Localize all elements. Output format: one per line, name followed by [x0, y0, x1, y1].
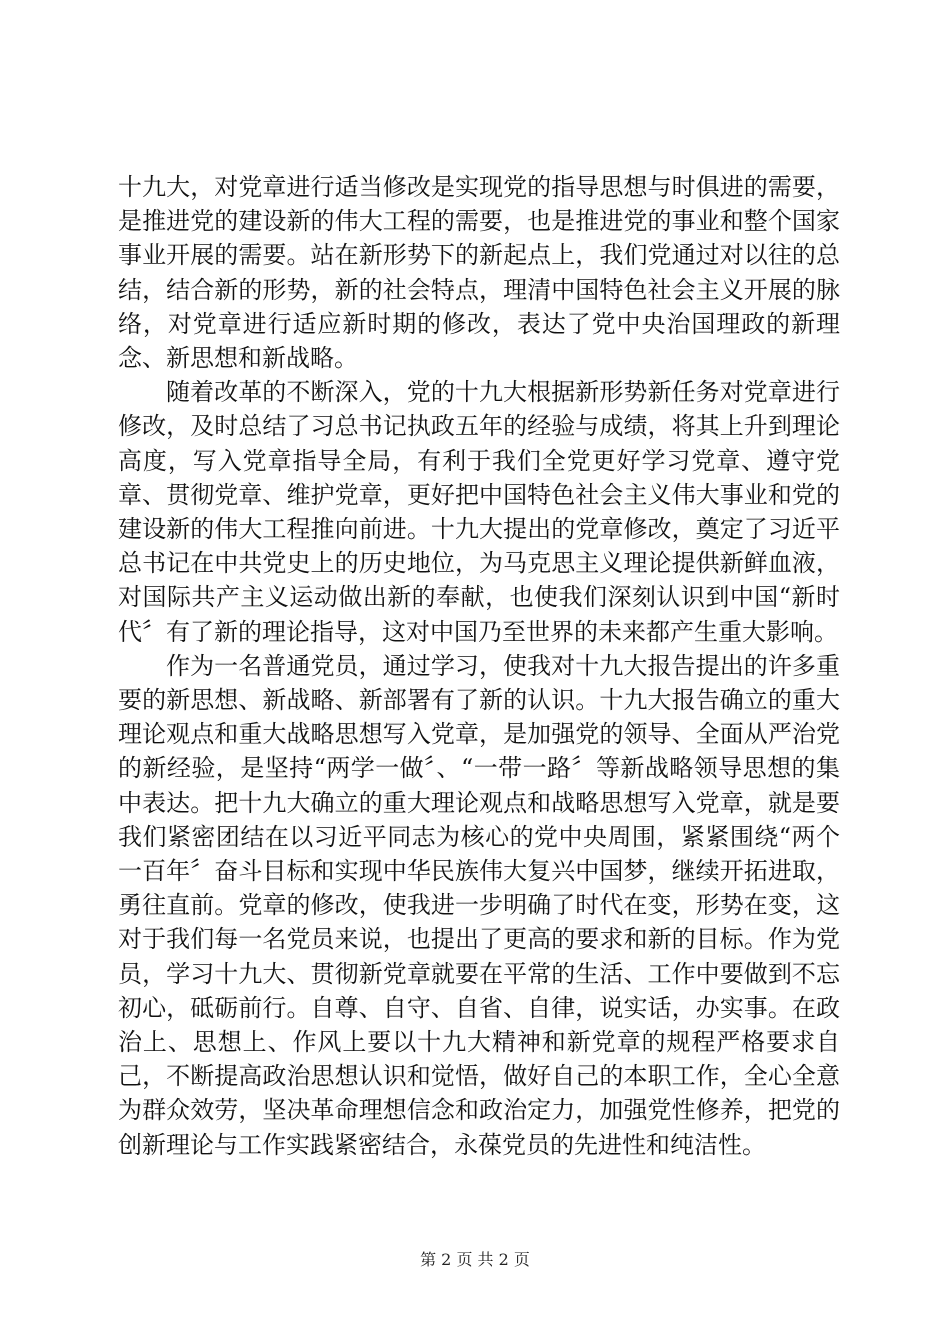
paragraph-3: 作为一名普通党员，通过学习，使我对十九大报告提出的许多重要的新思想、新战略、新部署有了新的认识。十九大报告确立的重大理论观点和重大战略思想写入党章，是加强党的领导、全面从严治党的新经验，是坚持“两学一做〞、“一带一路〞等新战略领导思想的集中表达。把十九大确立的重大理论观点和战略思想写入党章，就是要我们紧密团结在以习近平同志为核心的党中央周围，紧紧围绕“两个一百年〞奋斗目标和实现中华民族伟大复兴中国梦，继续开拓进取，勇往直前。党章的修改，使我进一步明确了时代在变，形势在变，这对于我们每一名党员来说，也提出了更高的要求和新的目标。作为党员，学习十九大、贯彻新党章就要在平常的生活、工作中要做到不忘初心，砥砺前行。自尊、自守、自省、自律，说实话，办实事。在政治上、思想上、作风上要以十九大精神和新党章的规程严格要求自己，不断提高政治思想认识和觉悟，做好自己的本职工作，全心全意为群众效劳，坚决革命理想信念和政治定力，加强党性修养，把党的创新理论与工作实践紧密结合，永葆党员的先进性和纯洁性。 — [118, 651, 840, 1159]
document-body — [118, 170, 840, 1162]
paragraph-1: 十九大，对党章进行适当修改是实现党的指导思想与时俱进的需要，是推进党的建设新的伟大工程的需要，也是推进党的事业和整个国家事业开展的需要。站在新形势下的新起点上，我们党通过对以往的总结，结合新的形势，新的社会特点，理清中国特色社会主义开展的脉络，对党章进行适应新时期的修改，表达了党中央治国理政的新理念、新思想和新战略。 — [118, 173, 840, 373]
page-number-footer: 第 2 页 共 2 页 — [420, 1250, 530, 1269]
paragraph-2: 随着改革的不断深入，党的十九大根据新形势新任务对党章进行修改，及时总结了习总书记执政五年的经验与成绩，将其上升到理论高度，写入党章指导全局，有利于我们全党更好学习党章、遵守党章、贯彻党章、维护党章，更好把中国特色社会主义伟大事业和党的建设新的伟大工程推向前进。十九大提出的党章修改，奠定了习近平总书记在中共党史上的历史地位，为马克思主义理论提供新鲜血液，对国际共产主义运动做出新的奉献，也使我们深刻认识到中国“新时代〞有了新的理论指导，这对中国乃至世界的未来都产生重大影响。 — [118, 378, 840, 646]
